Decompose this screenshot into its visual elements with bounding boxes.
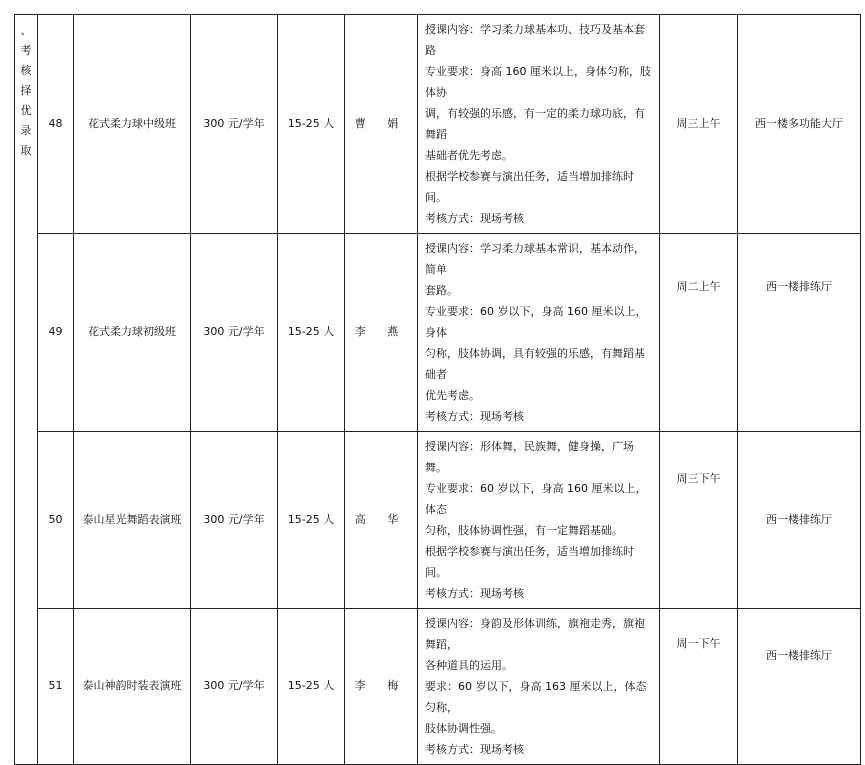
details-line: 肢体协调性强。 [425, 722, 502, 735]
details-line: 授课内容：身韵及形体训练，旗袍走秀，旗袍舞蹈， [425, 617, 645, 651]
class-fee: 300 元/学年 [191, 609, 278, 765]
class-time: 周一下午 [660, 609, 738, 765]
class-size: 15-25 人 [278, 234, 345, 432]
details-line: 各种道具的运用。 [425, 659, 513, 672]
details-line: 根据学校参赛与演出任务，适当增加排练时间。 [425, 170, 634, 204]
details-line: 专业要求：身高 160 厘米以上，身体匀称，肢体协 [425, 65, 651, 99]
class-location: 西一楼排练厅 [738, 609, 861, 765]
details-line: 专业要求：60 岁以下，身高 160 厘米以上，体态 [425, 482, 647, 516]
class-location: 西一楼排练厅 [738, 234, 861, 432]
class-time: 周三下午 [660, 432, 738, 609]
details-line: 套路。 [425, 284, 458, 297]
details-line: 基础者优先考虑。 [425, 149, 513, 162]
class-time: 周三上午 [660, 15, 738, 234]
details-line: 要求：60 岁以下，身高 163 厘米以上，体态匀称， [425, 680, 647, 714]
details-line: 考核方式：现场考核 [425, 743, 524, 756]
table-row [15, 234, 861, 432]
details-line: 调，有较强的乐感，有一定的柔力球功底，有舞蹈 [425, 107, 645, 141]
details-line: 优先考虑。 [425, 389, 480, 402]
details-line: 匀称，肢体协调，具有较强的乐感，有舞蹈基础者 [425, 347, 645, 381]
details-line: 授课内容：学习柔力球基本常识，基本动作，简单 [425, 242, 645, 276]
class-size: 15-25 人 [278, 609, 345, 765]
class-details [418, 609, 660, 765]
class-name: 花式柔力球中级班 [74, 15, 191, 234]
class-name: 花式柔力球初级班 [74, 234, 191, 432]
class-fee: 300 元/学年 [191, 234, 278, 432]
details-line: 专业要求：60 岁以下，身高 160 厘米以上，身体 [425, 305, 647, 339]
class-size: 15-25 人 [278, 15, 345, 234]
details-line: 考核方式：现场考核 [425, 410, 524, 423]
details-line: 根据学校参赛与演出任务，适当增加排练时间。 [425, 545, 634, 579]
table-row [15, 432, 861, 609]
row-number: 48 [38, 15, 74, 234]
table-row [15, 609, 861, 765]
class-time: 周二上午 [660, 234, 738, 432]
class-location: 西一楼排练厅 [738, 432, 861, 609]
details-line: 考核方式：现场考核 [425, 587, 524, 600]
class-name: 泰山神韵时装表演班 [74, 609, 191, 765]
class-fee: 300 元/学年 [191, 15, 278, 234]
class-details [418, 15, 660, 234]
side-label-cell [15, 15, 38, 765]
details-line: 考核方式：现场考核 [425, 212, 524, 225]
row-number: 51 [38, 609, 74, 765]
class-name: 泰山星光舞蹈表演班 [74, 432, 191, 609]
row-number: 50 [38, 432, 74, 609]
teacher-name: 曹 娟 [345, 15, 418, 234]
table-row [15, 15, 861, 234]
class-location: 西一楼多功能大厅 [738, 15, 861, 234]
class-size: 15-25 人 [278, 432, 345, 609]
class-details [418, 432, 660, 609]
details-line: 授课内容：形体舞，民族舞，健身操，广场舞。 [425, 440, 634, 474]
side-label: 、 考 核 择 优 录 取 [20, 24, 32, 157]
teacher-name: 高 华 [345, 432, 418, 609]
teacher-name: 李 燕 [345, 234, 418, 432]
teacher-name: 李 梅 [345, 609, 418, 765]
course-table [14, 14, 861, 765]
details-line: 匀称，肢体协调性强，有一定舞蹈基础。 [425, 524, 623, 537]
details-line: 授课内容：学习柔力球基本功、技巧及基本套路 [425, 23, 645, 57]
row-number: 49 [38, 234, 74, 432]
class-fee: 300 元/学年 [191, 432, 278, 609]
class-details [418, 234, 660, 432]
